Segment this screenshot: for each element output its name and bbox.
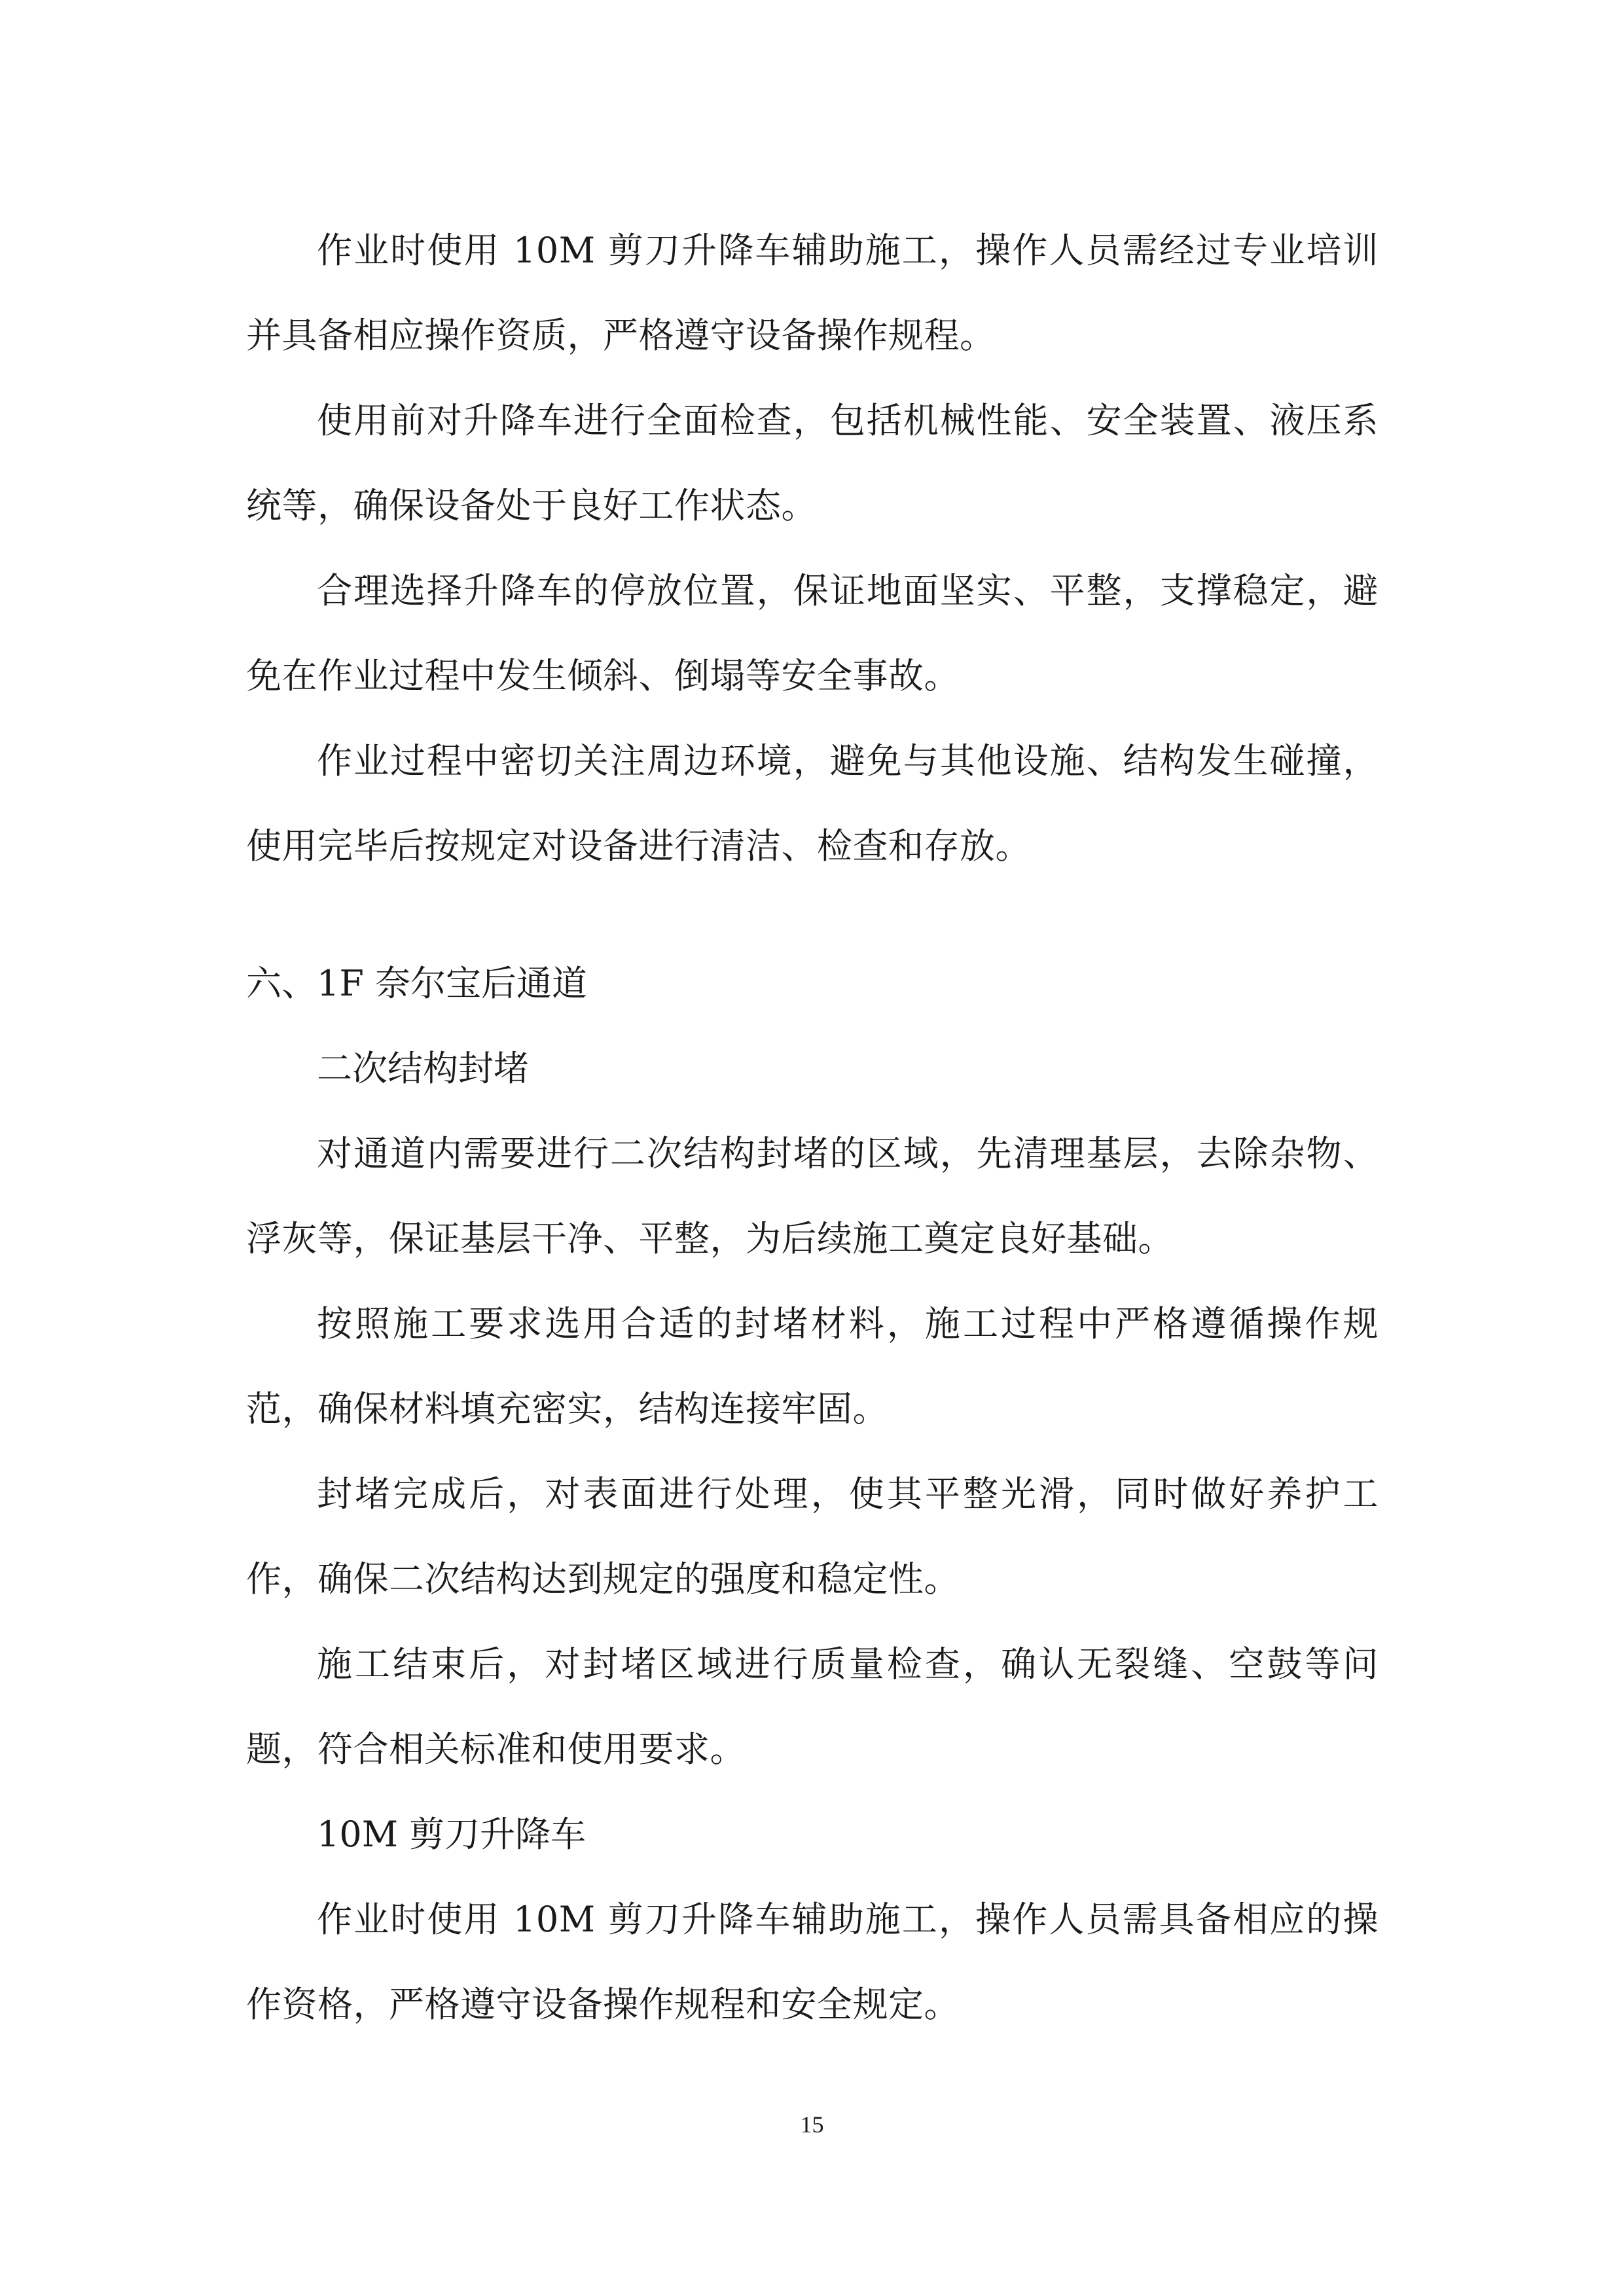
section-heading: 六、1F 奈尔宝后通道	[246, 963, 587, 1004]
paragraph: 使用前对升降车进行全面检查，包括机械性能、安全装置、液压系统等，确保设备处于良好工作状态。	[246, 400, 1379, 526]
paragraph: 施工结束后，对封堵区域进行质量检查，确认无裂缝、空鼓等问题，符合相关标准和使用要求。	[246, 1643, 1379, 1770]
page-number: 15	[800, 2111, 824, 2138]
subsection-title: 10M 剪刀升降车	[317, 1814, 586, 1855]
paragraph: 对通道内需要进行二次结构封堵的区域，先清理基层，去除杂物、浮灰等，保证基层干净、平整，为后续施工奠定良好基础。	[246, 1133, 1379, 1259]
paragraph: 按照施工要求选用合适的封堵材料，施工过程中严格遵循操作规范，确保材料填充密实，结构连接牢固。	[246, 1303, 1379, 1429]
paragraph: 作业过程中密切关注周边环境，避免与其他设施、结构发生碰撞，使用完毕后按规定对设备进行清洁、检查和存放。	[246, 740, 1379, 867]
paragraph: 封堵完成后，对表面进行处理，使其平整光滑，同时做好养护工作，确保二次结构达到规定的强度和稳定性。	[246, 1473, 1379, 1600]
subsection-title: 二次结构封堵	[317, 1048, 529, 1089]
paragraph: 合理选择升降车的停放位置，保证地面坚实、平整，支撑稳定，避免在作业过程中发生倾斜、倒塌等安全事故。	[246, 570, 1379, 696]
paragraph: 作业时使用 10M 剪刀升降车辅助施工，操作人员需经过专业培训并具备相应操作资质，严格遵守设备操作规程。	[246, 230, 1379, 356]
paragraph: 作业时使用 10M 剪刀升降车辅助施工，操作人员需具备相应的操作资格，严格遵守设备操作规程和安全规定。	[246, 1899, 1379, 2025]
page-body	[246, 208, 1379, 2047]
